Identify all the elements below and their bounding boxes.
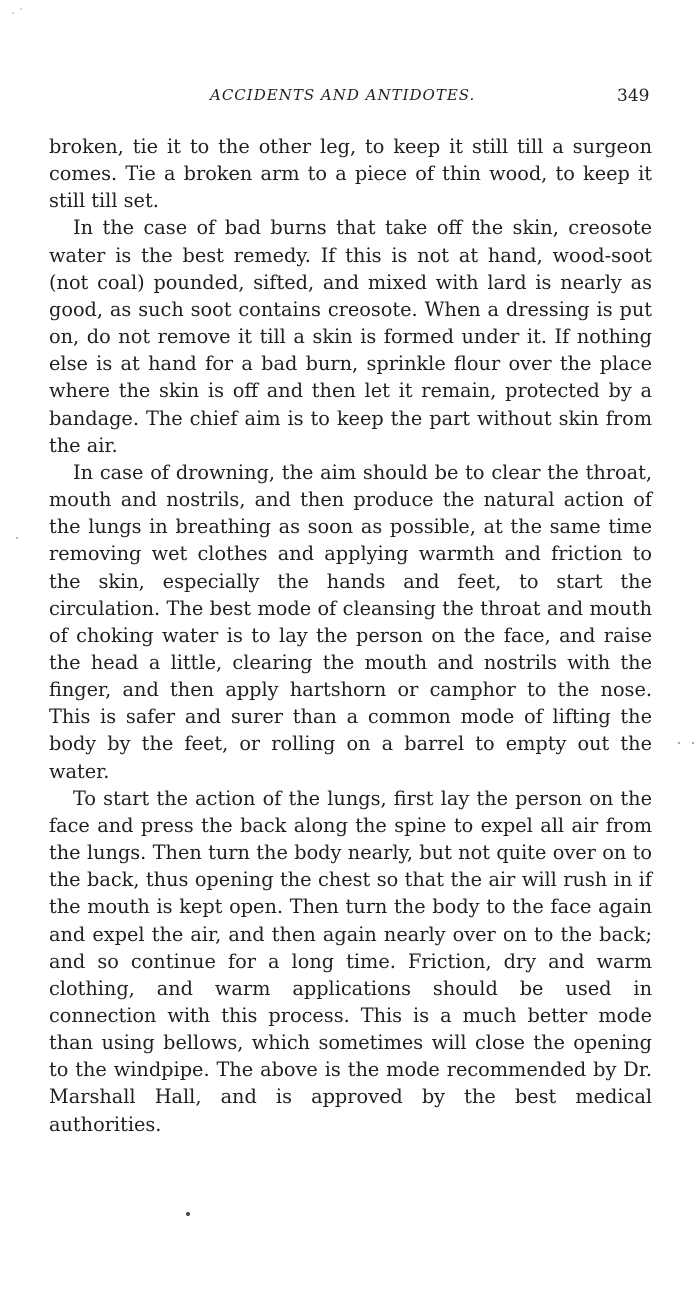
ink-speck — [186, 1212, 190, 1216]
page-number: 349 — [617, 86, 650, 106]
paragraph-broken-limbs: broken, tie it to the other leg, to keep it still till a surgeon comes. Tie a broken arm to a piece of thin wood, to keep it still till set. — [49, 135, 652, 213]
paragraph-artificial-respiration: To start the action of the lungs, first lay the person on the face and press the back along the spine to expel all air from the lungs. Then turn the body nearly, but not quite over on to the back, thus opening the chest so that the air will rush in if the mouth is kept open. Then turn the body to the face again and expel the air, and then again nearly over on to the back; and so continue for a long time. Friction, dry and warm clothing, and warm applications should be used in connection with this process. This is a much better mode than using bellows, which sometimes will close the opening to the windpipe. The above is the mode recommended by Dr. Marshall Hall, and is approved by the best medical authorities. — [49, 786, 652, 1136]
ink-speck — [692, 742, 694, 744]
paragraph-burns: In the case of bad burns that take off the skin, creosote water is the best remedy. If this is not at hand, wood-soot (not coal) pounded, sifted, and mixed with lard is nearly as good, as such soot contains creosote. When a dressing is put on, do not remove it till a skin is formed under it. If nothing else is at hand for a bad burn, sprinkle flour over the place where the skin is off and then let it remain, protected by a bandage. The chief aim is to keep the part without skin from the air. — [49, 216, 652, 457]
ink-speck — [20, 8, 22, 10]
paragraph-drowning: In case of drowning, the aim should be to clear the throat, mouth and nostrils, and then produce the natural action of the lungs in breathing as soon as possible, at the same time removing wet clothes and applying warmth and friction to the skin, especially the hands and feet, to start the circulation. The best mode of cleansing the throat and mouth of choking water is to lay the person on the face, and raise the head a little, clearing the mouth and nostrils with the finger, and then apply hartshorn or camphor to the nose. This is safer and surer than a common mode of lifting the body by the feet, or rolling on a barrel to empty out the water. — [49, 460, 652, 783]
body-text — [49, 133, 652, 1138]
ink-speck — [12, 12, 14, 14]
ink-speck — [678, 742, 680, 744]
running-head: ACCIDENTS AND ANTIDOTES. — [210, 86, 476, 104]
page-header — [0, 86, 700, 112]
ink-speck — [16, 537, 18, 539]
